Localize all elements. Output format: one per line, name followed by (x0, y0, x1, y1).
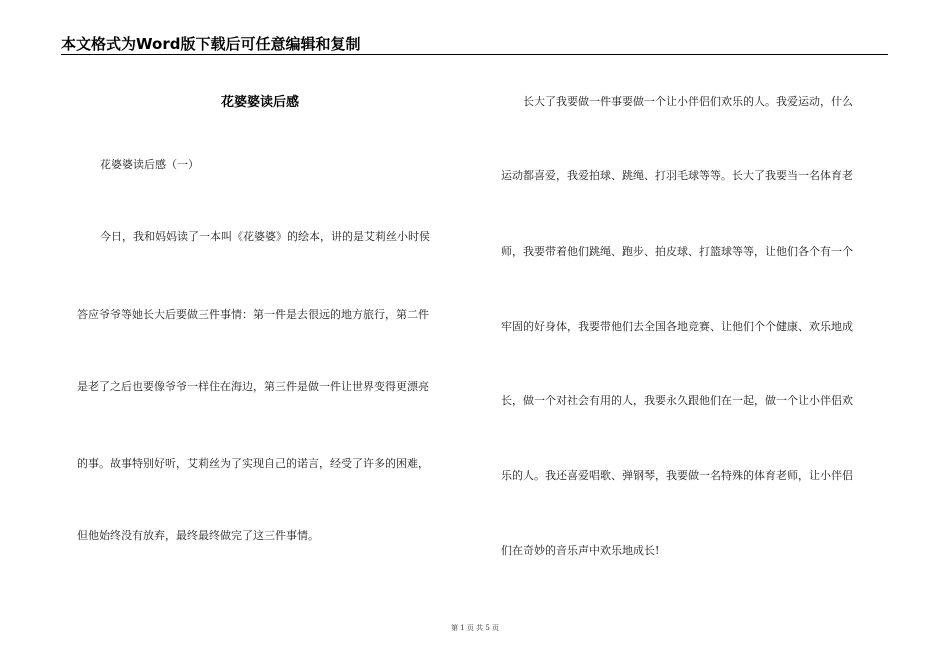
right-line-2: 运动都喜爱，我爱拍球、跳绳、打羽毛球等等。长大了我要当一名体育老 (501, 169, 853, 182)
right-line-4: 牢固的好身体，我要带他们去全国各地竞赛、让他们个个健康、欢乐地成 (501, 320, 853, 333)
right-line-3: 师，我要带着他们跳绳、跑步、拍皮球、打篮球等等，让他们各个有一个 (501, 245, 853, 258)
left-line-1: 今日，我和妈妈读了一本叫《花婆婆》的绘本，讲的是艾莉丝小时侯 (100, 230, 430, 243)
left-line-5: 但他始终没有放弃，最终最终做完了这三件事情。 (77, 529, 319, 542)
header-title: 本文格式为Word版下载后可任意编辑和复制 (61, 35, 361, 53)
right-line-5: 长，做一个对社会有用的人，我要永久跟他们在一起，做一个让小伴侣欢 (501, 394, 853, 407)
document-title: 花婆婆读后感 (221, 95, 300, 110)
page-number: 第 1 页 共 5 页 (450, 624, 500, 632)
left-line-subtitle: 花婆婆读后感（一） (100, 158, 199, 171)
left-line-4: 的事。故事特别好听，艾莉丝为了实现自己的诺言，经受了许多的困难， (77, 457, 429, 470)
header-divider (61, 54, 888, 55)
right-line-1: 长大了我要做一件事要做一个让小伴侣们欢乐的人。我爱运动，什么 (523, 95, 853, 108)
right-line-7: 们在奇妙的音乐声中欢乐地成长! (501, 544, 660, 557)
left-line-3: 是老了之后也要像爷爷一样住在海边，第三件是做一件让世界变得更漂亮 (77, 380, 429, 393)
right-line-6: 乐的人。我还喜爱唱歌、弹钢琴，我要做一名特殊的体育老师，让小伴侣 (501, 469, 853, 482)
left-line-2: 答应爷爷等她长大后要做三件事情：第一件是去很远的地方旅行，第二件 (77, 308, 429, 321)
